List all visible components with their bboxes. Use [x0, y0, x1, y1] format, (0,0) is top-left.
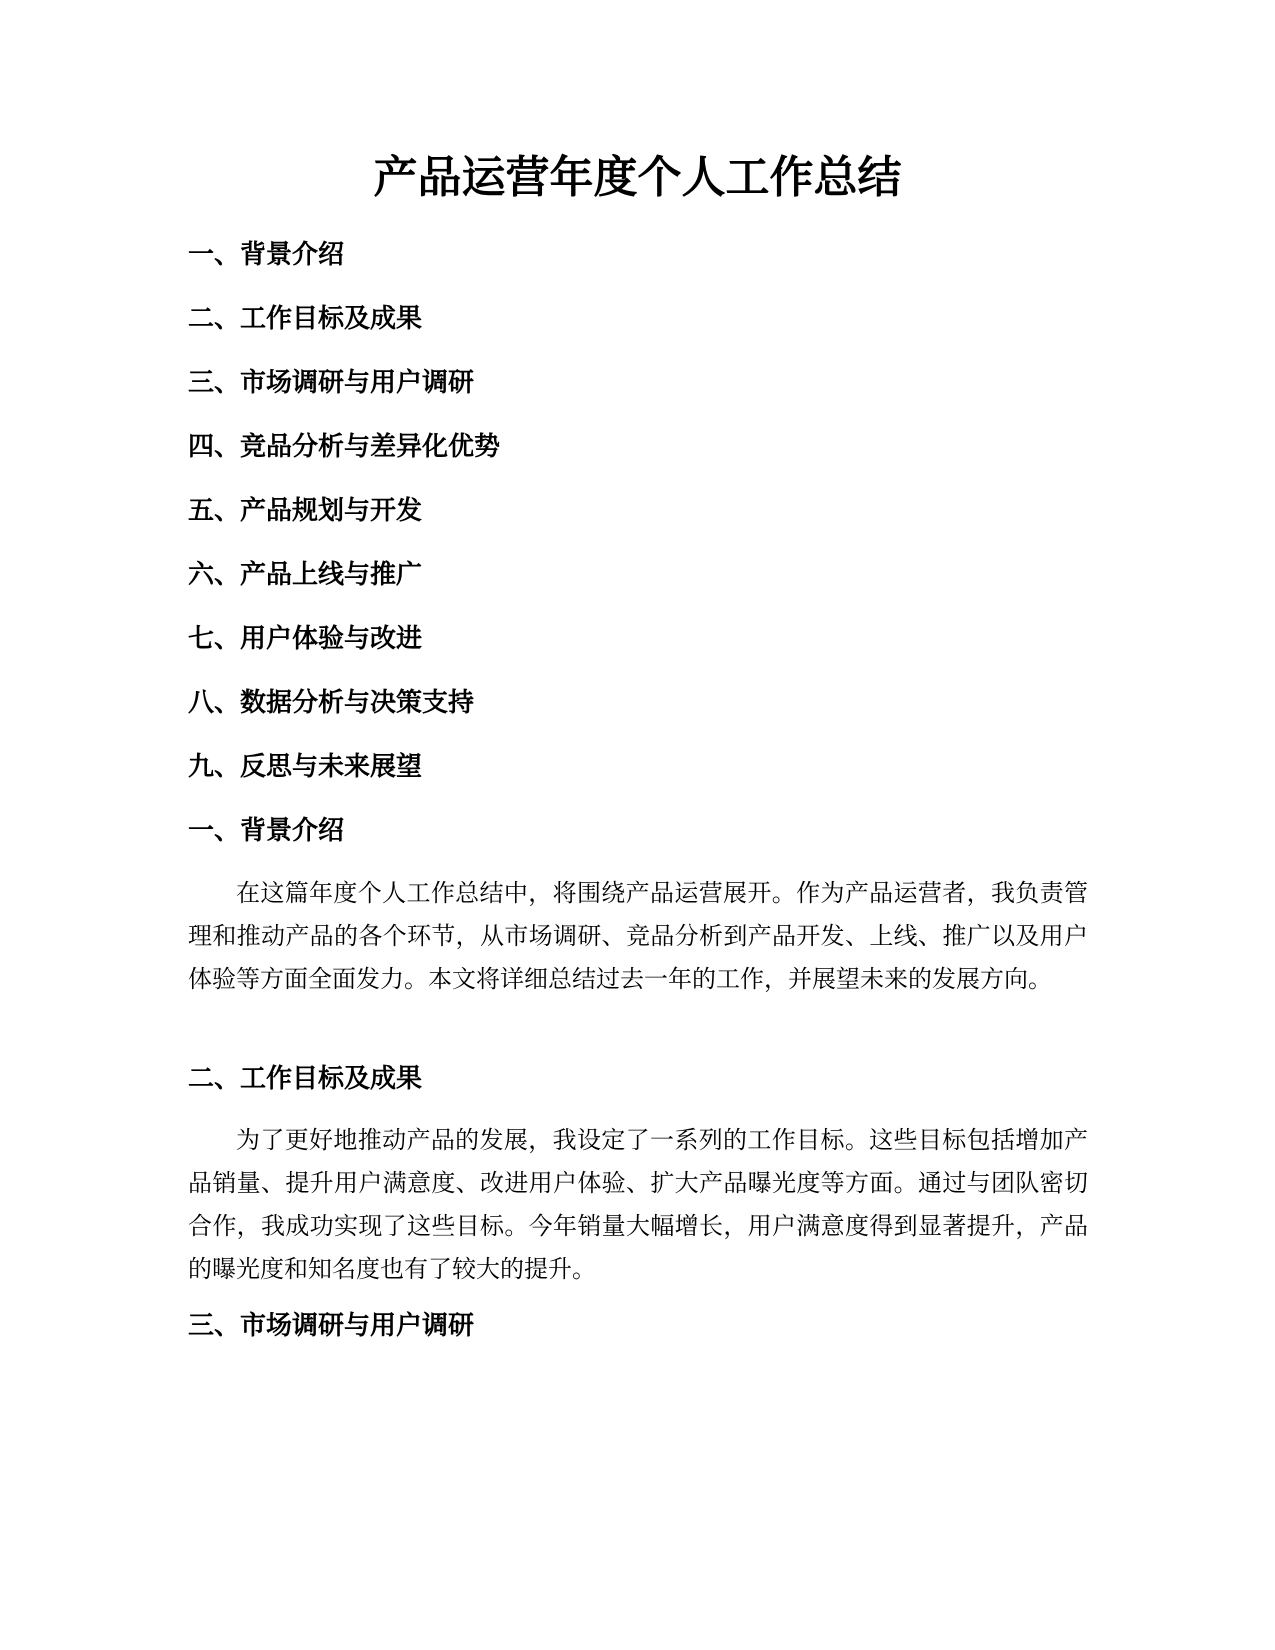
toc-item: 六、产品上线与推广 [188, 560, 423, 590]
toc-item: 一、背景介绍 [188, 240, 345, 270]
toc-item: 八、数据分析与决策支持 [188, 688, 475, 718]
toc-item: 七、用户体验与改进 [188, 624, 423, 654]
toc-item: 四、竞品分析与差异化优势 [188, 432, 501, 462]
section-heading: 二、工作目标及成果 [188, 1064, 423, 1094]
toc-item: 三、市场调研与用户调研 [188, 368, 475, 398]
toc-item: 五、产品规划与开发 [188, 496, 423, 526]
section-heading: 三、市场调研与用户调研 [188, 1311, 475, 1341]
section-heading: 一、背景介绍 [188, 816, 345, 846]
document-title: 产品运营年度个人工作总结 [373, 152, 902, 203]
toc-item: 二、工作目标及成果 [188, 304, 423, 334]
toc-item: 九、反思与未来展望 [188, 752, 423, 782]
section-paragraph: 为了更好地推动产品的发展，我设定了一系列的工作目标。这些目标包括增加产品销量、提升用户满意度、改进用户体验、扩大产品曝光度等方面。通过与团队密切合作，我成功实现了这些目标。今年销量大幅增长，用户满意度得到显著提升，产品的曝光度和知名度也有了较大的提升。 [188, 1126, 1088, 1283]
section-paragraph: 在这篇年度个人工作总结中，将围绕产品运营展开。作为产品运营者，我负责管理和推动产品的各个环节，从市场调研、竞品分析到产品开发、上线、推广以及用户体验等方面全面发力。本文将详细总结过去一年的工作，并展望未来的发展方向。 [188, 879, 1088, 993]
